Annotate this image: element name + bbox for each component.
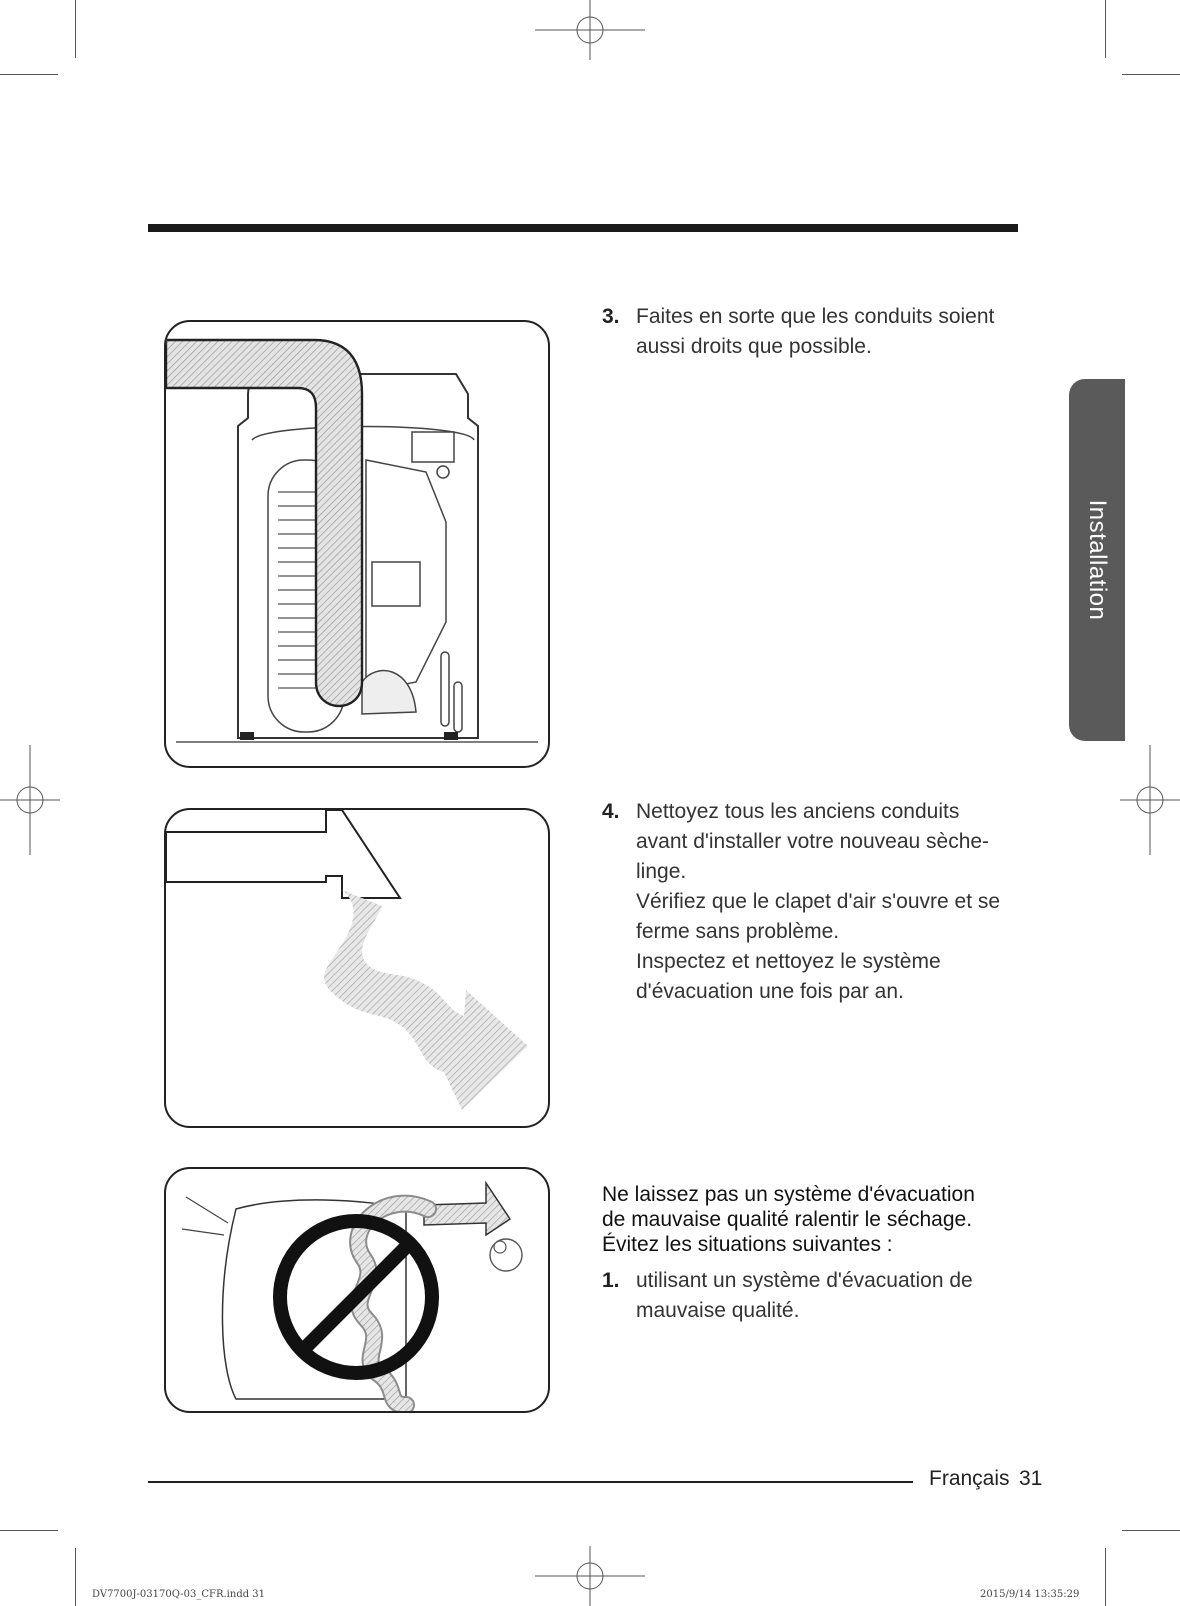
- step-4: [602, 797, 1042, 1007]
- crop-mark: [75, 1548, 76, 1606]
- chapter-tab: [1069, 379, 1125, 741]
- page-number: 31: [1019, 1467, 1043, 1490]
- footer-rule: [148, 1481, 913, 1483]
- crop-mark: [0, 1530, 58, 1531]
- step-line: ferme sans problème.: [636, 920, 840, 943]
- registration-mark-bottom: [535, 1546, 645, 1606]
- step-line: linge.: [636, 860, 687, 883]
- footer-language: Français: [929, 1467, 1010, 1490]
- registration-mark-left: [0, 745, 60, 855]
- crop-mark: [1122, 74, 1180, 75]
- crop-mark: [1105, 0, 1106, 58]
- chapter-tab-label: Installation: [1084, 499, 1111, 621]
- print-timestamp: 2015/9/14 13:35:29: [980, 1589, 1080, 1600]
- step-line: d'évacuation une fois par an.: [636, 980, 904, 1003]
- step-text: [636, 302, 1042, 362]
- warning-item-1: [602, 1266, 1042, 1326]
- step-line: Faites en sorte que les conduits soient: [636, 305, 995, 328]
- step-line: Vérifiez que le clapet d'air s'ouvre et se: [636, 890, 1001, 913]
- warning-heading: [602, 1182, 1042, 1257]
- crop-mark: [0, 74, 58, 75]
- crop-mark: [1122, 1530, 1180, 1531]
- crop-mark: [75, 0, 76, 58]
- step-line: Nettoyez tous les anciens conduits: [636, 800, 960, 823]
- header-rule: [148, 224, 1018, 232]
- step-line: aussi droits que possible.: [636, 335, 872, 358]
- item-text: [636, 1266, 1042, 1326]
- warning-line: Évitez les situations suivantes :: [602, 1233, 893, 1256]
- print-file-name: DV7700J-03170Q-03_CFR.indd 31: [92, 1589, 266, 1600]
- step-line: avant d'installer votre nouveau sèche-: [636, 830, 990, 853]
- item-line: mauvaise qualité.: [636, 1299, 800, 1322]
- registration-mark-right: [1120, 745, 1180, 855]
- step-line: Inspectez et nettoyez le système: [636, 950, 941, 973]
- item-number: 1.: [602, 1269, 620, 1292]
- item-line: utilisant un système d'évacuation de: [636, 1269, 973, 1292]
- figure-straight-duct: [164, 320, 550, 768]
- step-3: [602, 302, 1042, 362]
- figure-poor-exhaust: [164, 1167, 550, 1413]
- warning-line: Ne laissez pas un système d'évacuation: [602, 1183, 975, 1206]
- crop-mark: [1105, 1548, 1106, 1606]
- figure-clean-duct: [164, 808, 550, 1128]
- warning-line: de mauvaise qualité ralentir le séchage.: [602, 1208, 973, 1231]
- step-number: 3.: [602, 305, 620, 328]
- step-text: [636, 797, 1042, 1007]
- step-number: 4.: [602, 800, 620, 823]
- registration-mark-top: [535, 0, 645, 60]
